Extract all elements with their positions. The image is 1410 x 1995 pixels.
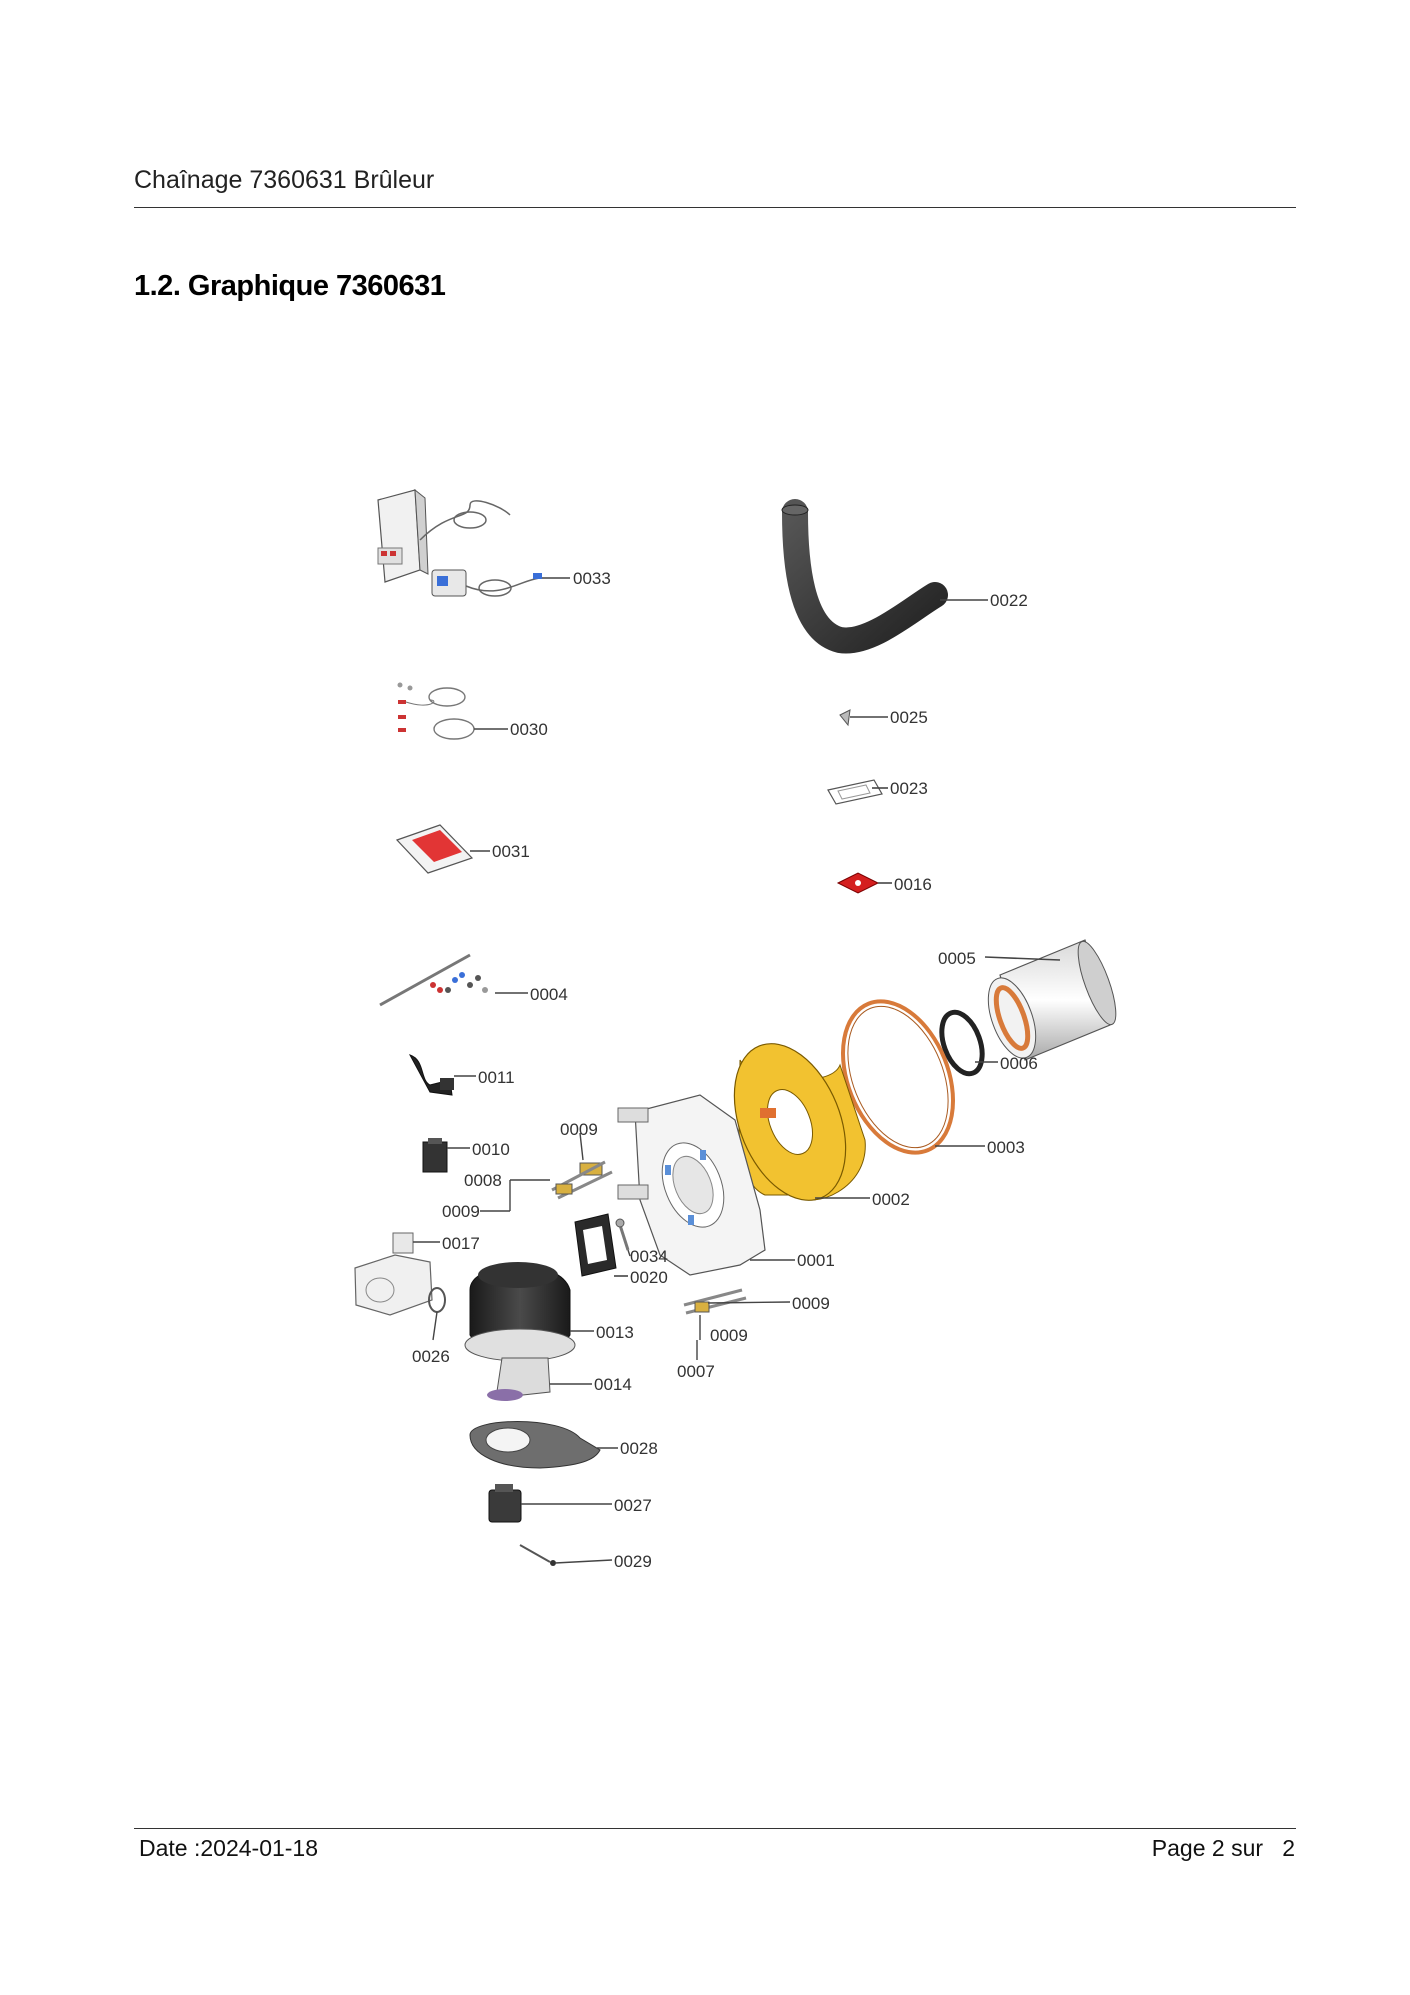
part-0013-fan-motor[interactable] [465, 1262, 594, 1361]
label-0008: 0008 [464, 1171, 502, 1190]
part-0023-plate[interactable] [828, 780, 888, 804]
part-0030-cable-set[interactable] [398, 683, 509, 740]
label-0017: 0017 [442, 1234, 480, 1253]
label-0009-left: 0009 [442, 1202, 480, 1221]
part-0028-mounting-plate[interactable] [470, 1422, 618, 1469]
part-0027-coil[interactable] [489, 1484, 612, 1522]
part-0005-burner-tube[interactable] [979, 938, 1123, 1065]
label-0003: 0003 [987, 1138, 1025, 1157]
part-0025-screw[interactable] [840, 710, 888, 725]
part-0017-gas-valve[interactable] [355, 1233, 440, 1315]
part-0034-screw[interactable] [616, 1219, 630, 1256]
label-0001: 0001 [797, 1251, 835, 1270]
label-0034: 0034 [630, 1247, 668, 1266]
label-0026: 0026 [412, 1347, 450, 1366]
label-0010: 0010 [472, 1140, 510, 1159]
footer-divider [134, 1828, 1296, 1829]
label-0005: 0005 [938, 949, 976, 968]
part-0004-fixing-kit[interactable] [380, 955, 528, 1005]
label-0004: 0004 [530, 985, 568, 1004]
label-0033: 0033 [573, 569, 611, 588]
label-0013: 0013 [596, 1323, 634, 1342]
label-0016: 0016 [894, 875, 932, 894]
label-0007: 0007 [677, 1362, 715, 1381]
label-0029: 0029 [614, 1552, 652, 1571]
part-0006-o-ring[interactable] [934, 1007, 998, 1079]
part-0016-gasket[interactable] [838, 873, 892, 893]
label-0011: 0011 [478, 1068, 515, 1087]
part-0014-fan-housing[interactable] [487, 1358, 592, 1401]
footer-page-number: Page 2 sur 2 [1151, 1835, 1295, 1861]
label-0030: 0030 [510, 720, 548, 739]
part-0011-cable-connector[interactable] [410, 1055, 476, 1095]
part-0029-sensor-probe[interactable] [520, 1545, 612, 1566]
label-0009-top: 0009 [560, 1120, 598, 1139]
label-0009-lower: 0009 [710, 1326, 748, 1345]
label-0009-right: 0009 [792, 1294, 830, 1313]
label-0002: 0002 [872, 1190, 910, 1209]
label-0006: 0006 [1000, 1054, 1038, 1073]
label-0025: 0025 [890, 708, 928, 727]
label-0023: 0023 [890, 779, 928, 798]
label-0031: 0031 [492, 842, 530, 861]
header-title: Chaînage 7360631 Brûleur [134, 166, 435, 194]
section-heading: 1.2. Graphique 7360631 [134, 270, 446, 302]
label-0028: 0028 [620, 1439, 658, 1458]
part-0022-hose[interactable] [782, 505, 988, 640]
part-0007-electrode-set[interactable] [684, 1290, 790, 1360]
label-0014: 0014 [594, 1375, 632, 1394]
label-0022: 0022 [990, 591, 1028, 610]
part-0033-control-unit[interactable] [378, 490, 570, 596]
part-0031-kit-bag[interactable] [397, 825, 490, 873]
label-0027: 0027 [614, 1496, 652, 1515]
label-0020: 0020 [630, 1268, 668, 1287]
footer-date: Date :2024-01-18 [139, 1835, 319, 1861]
part-0010-ignition-transformer[interactable] [423, 1138, 470, 1172]
